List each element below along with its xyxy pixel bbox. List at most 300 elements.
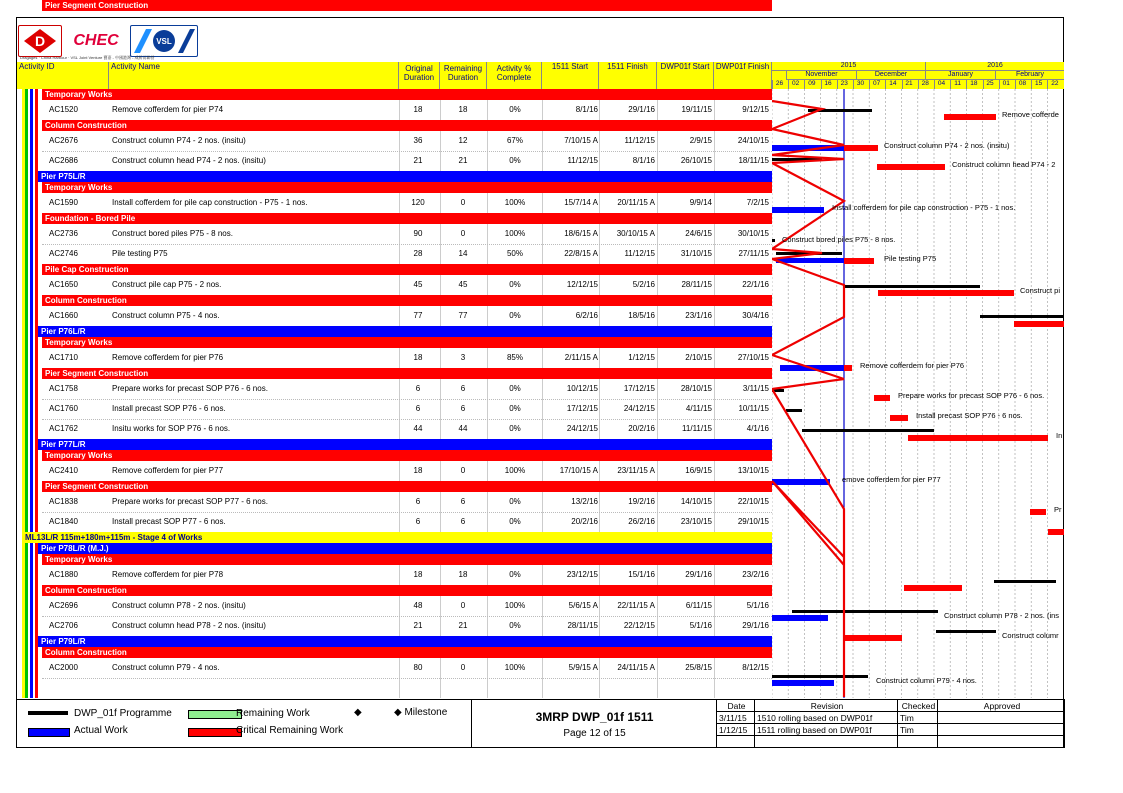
gantt-bar [994, 580, 1056, 583]
gantt-bar [772, 207, 824, 213]
svg-text:D: D [34, 33, 46, 49]
gantt-bar-label: Construct column head P74 - 2 [952, 160, 1056, 169]
cell-df: 29/10/15 [737, 517, 769, 526]
gantt-bar-label: Install cofferdem for pile cap construction - P75 - 1 nos. [832, 203, 1016, 212]
col-header-dwp-finish[interactable]: DWP01f Finish [714, 62, 772, 89]
table-row[interactable] [42, 565, 772, 586]
gantt-bar-label: Pr [1054, 505, 1062, 514]
legend-remaining-label: Remaining Work [236, 708, 310, 719]
cell-od: 77 [413, 311, 423, 320]
cell-pc: 100% [504, 229, 526, 238]
cell-id: AC2410 [49, 466, 78, 475]
table-row[interactable] [42, 596, 772, 617]
cell-rd: 12 [458, 136, 468, 145]
cell-s: 20/2/16 [571, 517, 598, 526]
cell-df: 8/12/15 [742, 663, 769, 672]
cell-df: 27/11/15 [738, 249, 769, 258]
cell-f: 11/12/15 [624, 136, 655, 145]
timeline-day: 01 [999, 80, 1013, 89]
legend-actual-swatch [28, 728, 70, 737]
cell-rd: 6 [460, 384, 466, 393]
cell-ds: 9/9/14 [689, 198, 712, 207]
wbs-group-header[interactable]: Temporary Works [42, 554, 772, 565]
legend-programme-label: DWP_01f Programme [74, 708, 172, 719]
gantt-bar [980, 315, 1064, 318]
cell-rd: 77 [458, 311, 468, 320]
cell-f: 15/1/16 [628, 570, 655, 579]
cell-od: 18 [413, 105, 423, 114]
cell-id: AC2736 [49, 229, 78, 238]
cell-f: 29/1/16 [628, 105, 655, 114]
col-header-dwp-start[interactable]: DWP01f Start [657, 62, 714, 89]
cell-name: Pile testing P75 [112, 249, 168, 258]
cell-df: 9/12/15 [742, 105, 769, 114]
cell-s: 28/11/15 [567, 621, 598, 630]
cell-pc: 0% [509, 105, 521, 114]
cell-id: AC2686 [49, 156, 78, 165]
cell-f: 24/11/15 A [617, 663, 655, 672]
gantt-bar-label: Construct column P74 - 2 nos. (insitu) [884, 141, 1010, 150]
cell-df: 18/11/15 [738, 156, 769, 165]
cell-od: 80 [413, 663, 423, 672]
cell-s: 23/12/15 [566, 570, 598, 579]
cell-f: 19/2/16 [628, 497, 655, 506]
cell-od: 21 [413, 621, 423, 630]
gantt-bar [844, 365, 852, 371]
cell-name: Insitu works for SOP P76 - 6 nos. [112, 424, 231, 433]
cell-od: 120 [411, 198, 425, 207]
table-row[interactable] [42, 151, 772, 172]
gantt-bar [772, 239, 775, 242]
gantt-bar-label: Install precast SOP P76 - 6 nos. [916, 411, 1023, 420]
pier-header[interactable]: Pier P78L/R (M.J.) [38, 543, 772, 554]
cell-df: 24/10/15 [737, 136, 769, 145]
cell-f: 30/10/15 A [616, 229, 655, 238]
cell-df: 30/4/16 [742, 311, 769, 320]
cell-id: AC2706 [49, 621, 78, 630]
cell-rd: 3 [460, 353, 466, 362]
timeline-day: 14 [885, 80, 899, 89]
cell-id: AC1838 [49, 497, 78, 506]
cell-df: 13/10/15 [737, 466, 769, 475]
cell-s: 17/12/15 [566, 404, 598, 413]
gantt-bar [1030, 509, 1046, 515]
wbs-group-header[interactable]: Temporary Works [42, 89, 772, 100]
jv-caption: Dragages · China Harbour · VSL Joint Venture 寶嘉 - 中國港灣 - 威勝而聯營 [20, 55, 155, 60]
table-row[interactable] [42, 100, 772, 121]
year-2015: 2015 [772, 62, 925, 71]
cell-id: AC1762 [49, 424, 78, 433]
col-header-activity-id[interactable]: Activity ID [17, 62, 109, 89]
timeline-day: 25 [983, 80, 997, 89]
gantt-bar-label: emove cofferdem for pier P77 [842, 475, 941, 484]
cell-s: 15/7/14 A [564, 198, 598, 207]
wbs-group-header[interactable]: Temporary Works [42, 337, 772, 348]
col-header-1511-start[interactable]: 1511 Start [542, 62, 599, 89]
legend-critical-label: Critical Remaining Work [236, 725, 344, 736]
chec-logo: CHEC [73, 32, 119, 49]
table-row[interactable] [42, 244, 772, 265]
gantt-bar-label: Remove cofferdem for pier P76 [860, 361, 965, 370]
gantt-bar [890, 415, 908, 421]
col-header-original-duration[interactable]: Original Duration [399, 62, 440, 89]
table-row[interactable] [42, 512, 772, 533]
col-header-activity-pct[interactable]: Activity % Complete [487, 62, 542, 89]
cell-name: Prepare works for precast SOP P77 - 6 nos. [112, 497, 268, 506]
gantt-bar [802, 429, 934, 432]
cell-name: Remove cofferdem for pier P76 [112, 353, 224, 362]
cell-ds: 5/1/16 [689, 621, 712, 630]
cell-df: 7/2/15 [746, 198, 769, 207]
cell-df: 22/1/16 [742, 280, 769, 289]
table-row[interactable] [42, 348, 772, 369]
table-row[interactable] [42, 399, 772, 420]
table-row[interactable] [42, 224, 772, 245]
gantt-bar [908, 435, 1048, 441]
gantt-chart [772, 89, 1064, 698]
cell-pc: 100% [504, 198, 526, 207]
timeline-day: 08 [1015, 80, 1029, 89]
legend-milestone-label: Milestone [404, 707, 448, 718]
wbs-group-header[interactable]: Column Construction [42, 647, 772, 658]
cell-id: AC1710 [49, 353, 78, 362]
gantt-bar [844, 145, 878, 151]
gantt-bar-label: Construct bored piles P75 - 8 nos. [782, 235, 896, 244]
rev-text: 1511 rolling based on DWP01f [755, 724, 898, 736]
gantt-bar-label: Construct columr [1002, 631, 1059, 640]
cell-s: 18/6/15 A [564, 229, 598, 238]
cell-name: Install precast SOP P76 - 6 nos. [112, 404, 226, 413]
cell-od: 6 [415, 384, 421, 393]
svg-text:VSL: VSL [156, 37, 172, 46]
cell-name: Install cofferdem for pile cap construction - P75 - 1 nos. [112, 198, 308, 207]
cell-name: Construct column head P74 - 2 nos. (insitu) [112, 156, 266, 165]
cell-df: 5/1/16 [746, 601, 769, 610]
cell-rd: 0 [460, 229, 466, 238]
cell-id: AC1520 [49, 105, 78, 114]
month-february: February [995, 71, 1064, 80]
cell-ds: 23/10/15 [680, 517, 712, 526]
pier-header[interactable]: Pier P75L/R [38, 171, 772, 182]
rev-checked: Tim [898, 724, 938, 736]
gantt-bar-label: Construct column P78 - 2 nos. (ins [944, 611, 1060, 620]
table-row[interactable] [42, 461, 772, 482]
cell-df: 23/2/16 [742, 570, 769, 579]
cell-s: 7/10/15 A [564, 136, 598, 145]
rev-date: 3/11/15 [717, 712, 755, 724]
cell-ds: 26/10/15 [680, 156, 712, 165]
gantt-bar [874, 395, 890, 401]
gantt-bar-label: Construct pi [1020, 286, 1061, 295]
cell-id: AC1760 [49, 404, 78, 413]
gantt-bar [904, 585, 962, 591]
cell-od: 90 [413, 229, 423, 238]
month-january: January [925, 71, 995, 80]
col-header-activity-name[interactable]: Activity Name [109, 62, 399, 89]
gantt-bar [844, 285, 980, 288]
cell-id: AC1758 [49, 384, 78, 393]
cell-id: AC2746 [49, 249, 78, 258]
wbs-group-header[interactable]: Foundation - Bored Pile [42, 213, 772, 224]
legend-actual-label: Actual Work [74, 725, 128, 736]
wbs-group-header[interactable]: Pier Segment Construction [42, 0, 772, 11]
cell-id: AC1650 [49, 280, 78, 289]
cell-rd: 6 [460, 517, 466, 526]
timeline-day: 02 [788, 80, 802, 89]
cell-pc: 0% [509, 311, 521, 320]
cell-f: 11/12/15 [624, 249, 655, 258]
cell-f: 22/12/15 [623, 621, 655, 630]
timeline-day: 30 [853, 80, 867, 89]
rev-date: 1/12/15 [717, 724, 755, 736]
cell-pc: 0% [509, 497, 521, 506]
cell-s: 5/9/15 A [568, 663, 598, 672]
page-number: Page 12 of 15 [563, 728, 626, 739]
cell-rd: 0 [460, 663, 466, 672]
rev-header-date: Date [717, 700, 755, 712]
dragages-logo [18, 25, 62, 57]
cell-s: 11/12/15 [567, 156, 598, 165]
cell-pc: 0% [509, 404, 521, 413]
cell-s: 12/12/15 [566, 280, 598, 289]
cell-id: AC1660 [49, 311, 78, 320]
cell-ds: 2/9/15 [689, 136, 712, 145]
cell-s: 10/12/15 [566, 384, 598, 393]
cell-pc: 100% [504, 663, 526, 672]
cell-name: Remove cofferdem for pier P74 [112, 105, 224, 114]
cell-ds: 31/10/15 [680, 249, 712, 258]
col-header-1511-finish[interactable]: 1511 Finish [599, 62, 657, 89]
cell-od: 18 [413, 570, 423, 579]
gantt-bar-label: Prepare works for precast SOP P76 - 6 nos. [898, 391, 1045, 400]
rev-approved [938, 712, 1065, 724]
gantt-bar-label: Construct column P79 - 4 nos. [876, 676, 977, 685]
cell-od: 44 [413, 424, 423, 433]
cell-id: AC2000 [49, 663, 78, 672]
rev-header-revision: Revision [755, 700, 898, 712]
cell-pc: 0% [509, 570, 521, 579]
gantt-bar [772, 479, 830, 485]
wbs-group-header[interactable]: Pile Cap Construction [42, 264, 772, 275]
cell-s: 22/8/15 A [564, 249, 598, 258]
cell-od: 21 [413, 156, 423, 165]
cell-f: 1/12/15 [628, 353, 655, 362]
gantt-bar [1014, 321, 1064, 327]
gantt-bar [776, 258, 844, 263]
cell-name: Install precast SOP P77 - 6 nos. [112, 517, 226, 526]
rev-text: 1510 rolling based on DWP01f [755, 712, 898, 724]
cell-name: Construct column P78 - 2 nos. (insitu) [112, 601, 246, 610]
wbs-group-header[interactable]: Column Construction [42, 120, 772, 131]
gantt-bar [936, 630, 996, 633]
wbs-group-header[interactable]: Column Construction [42, 295, 772, 306]
rev-header-checked: Checked [898, 700, 938, 712]
cell-name: Construct column head P78 - 2 nos. (insitu) [112, 621, 266, 630]
critical-path-line [772, 101, 844, 697]
cell-name: Construct column P75 - 4 nos. [112, 311, 220, 320]
legend-remaining-swatch [188, 710, 242, 719]
timeline-day: 04 [934, 80, 948, 89]
cell-rd: 21 [458, 156, 468, 165]
cell-name: Construct column P79 - 4 nos. [112, 663, 220, 672]
table-row[interactable] [42, 492, 772, 513]
table-row[interactable] [42, 193, 772, 214]
cell-ds: 28/10/15 [680, 384, 712, 393]
cell-pc: 67% [506, 136, 523, 145]
col-header-remaining-duration[interactable]: Remaining Duration [440, 62, 487, 89]
table-row[interactable] [42, 658, 772, 679]
cell-od: 28 [413, 249, 423, 258]
cell-od: 36 [413, 136, 423, 145]
cell-pc: 0% [509, 156, 521, 165]
cell-ds: 16/9/15 [685, 466, 712, 475]
revision-table [716, 699, 1065, 748]
table-row[interactable] [42, 616, 772, 637]
report-title: 3MRP DWP_01f 1511 [535, 710, 654, 724]
gantt-bar [1048, 529, 1064, 535]
cell-id: AC2696 [49, 601, 78, 610]
gantt-bar [792, 610, 938, 613]
cell-ds: 28/11/15 [681, 280, 712, 289]
cell-id: AC1840 [49, 517, 78, 526]
cell-od: 6 [415, 517, 421, 526]
cell-rd: 0 [460, 601, 466, 610]
cell-od: 48 [413, 601, 423, 610]
cell-pc: 0% [509, 621, 521, 630]
cell-s: 13/2/16 [571, 497, 598, 506]
table-row[interactable] [42, 275, 772, 296]
gantt-bar [772, 680, 834, 686]
legend-critical-swatch [188, 728, 242, 737]
cell-od: 6 [415, 404, 421, 413]
timeline-day: 22 [1047, 80, 1061, 89]
wbs-group-header[interactable]: Pier Segment Construction [42, 481, 772, 492]
gantt-bar [772, 675, 868, 678]
cell-id: AC1590 [49, 198, 78, 207]
rev-header-approved: Approved [938, 700, 1065, 712]
timeline-day: 11 [950, 80, 964, 89]
timeline-day: 07 [869, 80, 883, 89]
cell-df: 22/10/15 [737, 497, 769, 506]
cell-od: 45 [413, 280, 423, 289]
cell-ds: 19/11/15 [681, 105, 712, 114]
timeline-day: 23 [837, 80, 851, 89]
cell-pc: 50% [506, 249, 523, 258]
cell-ds: 14/10/15 [680, 497, 712, 506]
milestone-icon: ◆ [354, 707, 362, 718]
gantt-bar-label: Pile testing P75 [884, 254, 937, 263]
cell-f: 22/11/15 A [617, 601, 655, 610]
cell-s: 17/10/15 A [559, 466, 598, 475]
cell-name: Prepare works for precast SOP P76 - 6 nos. [112, 384, 268, 393]
cell-f: 24/12/15 [623, 404, 655, 413]
cell-pc: 0% [509, 424, 521, 433]
gantt-bar [878, 290, 1014, 296]
stage-header[interactable]: ML13L/R 115m+180m+115m - Stage 4 of Works [22, 532, 772, 543]
cell-name: Construct bored piles P75 - 8 nos. [112, 229, 233, 238]
rev-approved [938, 724, 1065, 736]
month-december: December [856, 71, 925, 80]
cell-id: AC1880 [49, 570, 78, 579]
cell-ds: 11/11/15 [682, 424, 712, 433]
cell-ds: 23/1/16 [685, 311, 712, 320]
timeline-header [772, 62, 1064, 89]
cell-pc: 100% [504, 466, 526, 475]
cell-f: 20/11/15 A [617, 198, 655, 207]
cell-rd: 18 [458, 105, 468, 114]
cell-name: Construct column P74 - 2 nos. (insitu) [112, 136, 246, 145]
table-row[interactable] [42, 131, 772, 152]
pier-header[interactable]: Pier P77L/R [38, 439, 772, 450]
cell-id: AC2676 [49, 136, 78, 145]
cell-name: Remove cofferdem for pier P77 [112, 466, 224, 475]
table-row[interactable] [42, 379, 772, 400]
cell-f: 8/1/16 [632, 156, 655, 165]
cell-ds: 25/8/15 [685, 663, 712, 672]
cell-rd: 6 [460, 497, 466, 506]
timeline-day: 15 [1031, 80, 1045, 89]
cell-ds: 29/1/16 [685, 570, 712, 579]
cell-pc: 0% [509, 384, 521, 393]
cell-s: 6/2/16 [575, 311, 598, 320]
cell-df: 30/10/15 [737, 229, 769, 238]
table-row[interactable] [42, 306, 772, 327]
cell-f: 18/5/16 [628, 311, 655, 320]
cell-df: 29/1/16 [742, 621, 769, 630]
cell-rd: 0 [460, 466, 466, 475]
cell-f: 5/2/16 [632, 280, 655, 289]
cell-f: 23/11/15 A [617, 466, 655, 475]
month-november: November [786, 71, 856, 80]
wbs-group-header[interactable]: Temporary Works [42, 450, 772, 461]
cell-name: Construct pile cap P75 - 2 nos. [112, 280, 222, 289]
wbs-group-header[interactable]: Temporary Works [42, 182, 772, 193]
cell-s: 2/11/15 A [564, 353, 598, 362]
table-row[interactable] [42, 419, 772, 440]
cell-rd: 0 [460, 198, 466, 207]
gantt-bar [877, 164, 945, 170]
cell-od: 18 [413, 353, 423, 362]
rev-checked: Tim [898, 712, 938, 724]
cell-ds: 6/11/15 [685, 601, 712, 610]
timeline-day: 21 [902, 80, 916, 89]
gantt-bar [844, 635, 902, 641]
title-block [471, 699, 717, 748]
cell-rd: 18 [458, 570, 468, 579]
gantt-bar-label: In [1056, 431, 1063, 440]
year-2016: 2016 [925, 62, 1064, 71]
cell-df: 3/11/15 [742, 384, 769, 393]
cell-name: Remove cofferdem for pier P78 [112, 570, 224, 579]
cell-s: 5/6/15 A [568, 601, 598, 610]
cell-ds: 4/11/15 [685, 404, 712, 413]
pier-header[interactable]: Pier P76L/R [38, 326, 772, 337]
cell-od: 18 [413, 466, 423, 475]
cell-pc: 100% [504, 601, 526, 610]
timeline-day: 18 [966, 80, 980, 89]
cell-rd: 21 [458, 621, 468, 630]
legend [16, 699, 471, 748]
cell-rd: 45 [458, 280, 468, 289]
cell-rd: 44 [458, 424, 468, 433]
pier-header[interactable]: Pier P79L/R [38, 636, 772, 647]
cell-pc: 0% [509, 280, 521, 289]
cell-f: 20/2/16 [628, 424, 655, 433]
cell-od: 6 [415, 497, 421, 506]
vsl-logo [130, 25, 198, 57]
wbs-group-header[interactable]: Pier Segment Construction [42, 368, 772, 379]
wbs-group-header[interactable]: Column Construction [42, 585, 772, 596]
